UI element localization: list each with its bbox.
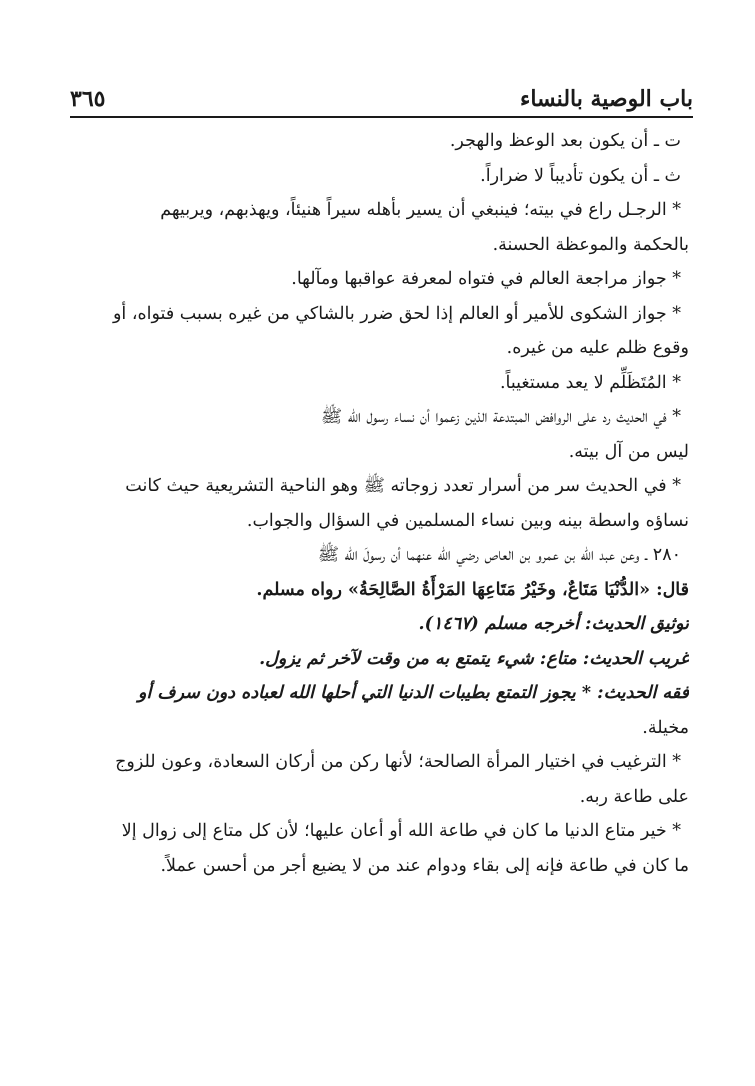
text-line: * في الحديث رد على الروافض المبتدعة الذين زعموا أن نساء رسول الله ﷺ xyxy=(321,407,681,427)
hadith-vocabulary: غريب الحديث: متاع: شيء يتمتع به من وقت لآخر ثم يزول. xyxy=(259,648,689,669)
text-line: بالحكمة والموعظة الحسنة. xyxy=(492,234,689,255)
hadith-text-line: قال: «الدُّنْيَا مَتَاعٌ، وخَيْرُ مَتَاعِهَا المَرْأَةُ الصَّالِحَةُ» رواه مسلم. xyxy=(256,579,689,600)
text-line: على طاعة ربه. xyxy=(579,786,689,807)
text-line: مخيلة. xyxy=(642,717,689,738)
text-line: نساؤه واسطة بينه وبين نساء المسلمين في السؤال والجواب. xyxy=(246,510,689,531)
chapter-title: باب الوصية بالنساء xyxy=(520,86,693,112)
text-line: ليس من آل بيته. xyxy=(568,441,689,462)
text-line: وقوع ظلم عليه من غيره. xyxy=(506,338,689,358)
text-line: * الرجـل راع في بيته؛ فينبغي أن يسير بأهله سيراً هنيئاً، ويهذبهم، ويربيهم xyxy=(160,200,681,220)
hadith-documentation: توثيق الحديث: أخرجه مسلم (١٤٦٧). xyxy=(418,614,689,634)
header-rule xyxy=(70,116,693,118)
text-line: * المُتَظَلِّم لا يعد مستغيباً. xyxy=(499,372,681,393)
text-line: * الترغيب في اختيار المرأة الصالحة؛ لأنها ركن من أركان السعادة، وعون للزوج xyxy=(115,752,681,772)
text-line: ت ـ أن يكون بعد الوعظ والهجر. xyxy=(449,131,681,151)
text-line: ما كان في طاعة فإنه إلى بقاء ودوام عند من لا يضيع أجر من أحسن عملاً. xyxy=(160,855,689,876)
text-line: * جواز مراجعة العالم في فتواه لمعرفة عواقبها ومآلها. xyxy=(291,269,681,289)
hadith-number-line: ٢٨٠ ـ وعن عبد الله بن عمرو بن العاص رضي الله عنهما أن رسولَ الله ﷺ xyxy=(317,545,681,565)
text-line: * جواز الشكوى للأمير أو العالم إذا لحق ضرر بالشاكي من غيره بسبب فتواه، أو xyxy=(112,303,681,324)
text-line: * خير متاع الدنيا ما كان في طاعة الله أو أعان عليها؛ لأن كل متاع إلى زوال إلا xyxy=(121,821,681,841)
page-body xyxy=(70,124,689,883)
page-number: ٣٦٥ xyxy=(70,86,106,112)
text-line: * في الحديث سر من أسرار تعدد زوجاته ﷺ وهو الناحية التشريعية حيث كانت xyxy=(125,476,681,496)
text-line: ث ـ أن يكون تأديباً لا ضراراً. xyxy=(480,165,681,186)
page-header xyxy=(70,72,693,112)
hadith-jurisprudence: فقه الحديث: * يجوز التمتع بطيبات الدنيا التي أحلها الله لعباده دون سرف أو xyxy=(138,683,689,703)
